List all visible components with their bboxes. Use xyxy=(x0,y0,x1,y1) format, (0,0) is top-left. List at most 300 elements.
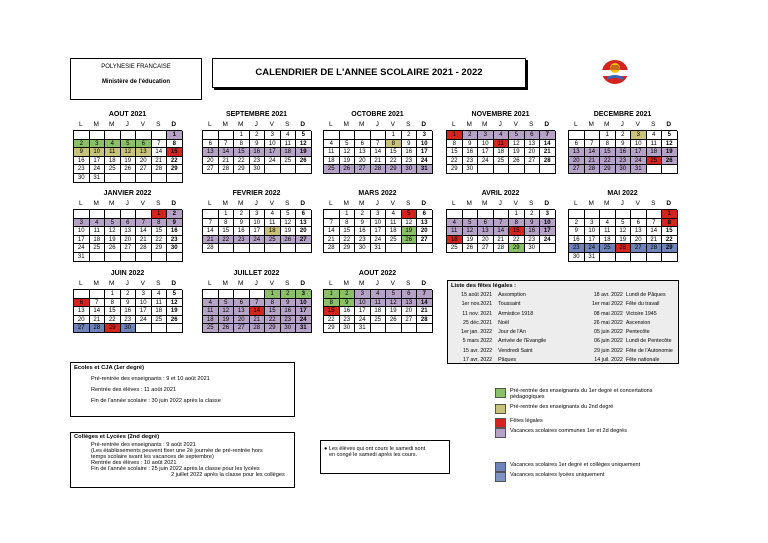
weekday-label: L xyxy=(451,200,456,207)
colleges-line: (Les établissements peuvent fixer une 2è journée de pré-rentrée hors xyxy=(91,448,263,454)
day-cell: 26 xyxy=(167,316,183,325)
day-cell: 9 xyxy=(74,148,90,157)
empty-cell xyxy=(600,210,616,219)
weekday-label: J xyxy=(375,121,379,128)
empty-cell xyxy=(167,253,183,262)
weekday-label: V xyxy=(269,280,274,287)
day-cell: 25 xyxy=(494,157,510,166)
day-cell: 4 xyxy=(494,131,510,140)
empty-cell xyxy=(203,131,219,140)
weekday-label: S xyxy=(156,200,161,207)
day-cell: 21 xyxy=(417,307,433,316)
day-cell: 1 xyxy=(340,210,356,219)
weekday-label: M xyxy=(604,121,610,128)
note-line: ● Les élèves qui ont cours le samedi sont xyxy=(324,446,426,452)
weekday-label: M xyxy=(93,200,99,207)
day-cell: 18 xyxy=(494,148,510,157)
day-cell: 19 xyxy=(296,148,312,157)
day-cell: 4 xyxy=(647,131,663,140)
fete-date: 17 avr. 2022 xyxy=(462,357,493,364)
weekday-label: V xyxy=(140,200,145,207)
empty-cell xyxy=(631,253,647,262)
day-cell: 27 xyxy=(569,165,585,174)
fete-name: Toussaint xyxy=(498,301,521,308)
month-calendar xyxy=(73,110,182,183)
empty-cell xyxy=(402,244,418,253)
weekday-label: V xyxy=(269,200,274,207)
month-name: MARS 2022 xyxy=(358,190,397,197)
fetes-title: Liste des fêtes légales : xyxy=(451,283,517,289)
month-name: JUILLET 2022 xyxy=(233,270,280,277)
day-cell: 3 xyxy=(265,131,281,140)
month-calendar xyxy=(323,110,432,174)
empty-cell xyxy=(121,210,137,219)
day-cell: 11 xyxy=(90,227,106,236)
day-cell: 22 xyxy=(105,316,121,325)
empty-cell xyxy=(540,165,556,174)
day-cell: 5 xyxy=(296,131,312,140)
day-cell: 21 xyxy=(494,236,510,245)
day-cell: 30 xyxy=(167,244,183,253)
day-cell: 27 xyxy=(203,165,219,174)
fete-name: Jour de l'An xyxy=(498,329,526,336)
day-cell: 30 xyxy=(74,174,90,183)
empty-cell xyxy=(296,165,312,174)
colleges-line: 2 juillet 2022 après la classe pour les collèges xyxy=(171,472,285,478)
month-name: MAI 2022 xyxy=(607,190,638,197)
month-name: OCTOBRE 2021 xyxy=(351,111,404,118)
day-cell: 3 xyxy=(631,131,647,140)
day-cell: 19 xyxy=(616,236,632,245)
weekday-label: J xyxy=(498,200,502,207)
empty-cell xyxy=(136,253,152,262)
day-cell: 11 xyxy=(265,219,281,228)
day-cell: 29 xyxy=(265,324,281,333)
day-cell: 14 xyxy=(647,227,663,236)
empty-cell xyxy=(494,165,510,174)
day-cell: 2 xyxy=(250,131,266,140)
day-cell: 25 xyxy=(371,316,387,325)
day-cell: 2 xyxy=(402,131,418,140)
weekday-label: M xyxy=(604,200,610,207)
fete-name: Ascension xyxy=(625,319,651,326)
day-cell: 16 xyxy=(250,148,266,157)
empty-cell xyxy=(371,131,387,140)
day-cell: 22 xyxy=(219,236,235,245)
day-cell: 8 xyxy=(219,219,235,228)
month-name: NOVEMBRE 2021 xyxy=(471,111,530,118)
day-cell: 12 xyxy=(662,140,678,149)
weekday-label: M xyxy=(222,280,228,287)
empty-cell xyxy=(136,131,152,140)
day-cell: 10 xyxy=(585,227,601,236)
weekday-label: J xyxy=(620,121,624,128)
weekday-label: S xyxy=(406,121,411,128)
day-cell: 28 xyxy=(219,165,235,174)
day-cell: 3 xyxy=(90,140,106,149)
day-cell: 27 xyxy=(121,244,137,253)
empty-cell xyxy=(478,210,494,219)
empty-cell xyxy=(616,253,632,262)
weekday-label: D xyxy=(544,200,550,207)
day-cell: 21 xyxy=(152,157,168,166)
day-cell: 4 xyxy=(152,290,168,299)
empty-cell xyxy=(250,244,266,253)
empty-cell xyxy=(90,290,106,299)
weekday-label: M xyxy=(109,280,115,287)
empty-cell xyxy=(340,131,356,140)
day-cell: 23 xyxy=(616,157,632,166)
day-cell: 28 xyxy=(324,244,340,253)
empty-cell xyxy=(121,174,137,183)
day-cell: 28 xyxy=(371,165,387,174)
day-cell: 15 xyxy=(324,307,340,316)
day-cell: 8 xyxy=(105,299,121,308)
day-cell: 12 xyxy=(386,299,402,308)
day-cell: 3 xyxy=(478,131,494,140)
day-cell: 26 xyxy=(616,244,632,253)
day-cell: 24 xyxy=(417,157,433,166)
day-cell: 13 xyxy=(234,307,250,316)
day-cell: 11 xyxy=(371,299,387,308)
empty-cell xyxy=(281,244,297,253)
day-cell: 4 xyxy=(324,140,340,149)
day-cell: 5 xyxy=(616,219,632,228)
legend-text: Pré-rentrée des enseignants du 2nd degré xyxy=(510,404,614,410)
day-cell: 19 xyxy=(167,307,183,316)
weekday-label: M xyxy=(343,280,349,287)
day-cell: 28 xyxy=(585,165,601,174)
legend-swatch xyxy=(495,418,506,428)
day-cell: 13 xyxy=(74,307,90,316)
day-cell: 23 xyxy=(121,316,137,325)
day-cell: 23 xyxy=(525,236,541,245)
empty-cell xyxy=(525,165,541,174)
day-cell: 29 xyxy=(340,244,356,253)
month-grid xyxy=(568,209,677,262)
day-cell: 14 xyxy=(219,148,235,157)
day-cell: 13 xyxy=(136,148,152,157)
day-cell: 17 xyxy=(631,148,647,157)
day-cell: 19 xyxy=(662,148,678,157)
day-cell: 26 xyxy=(340,165,356,174)
day-cell: 1 xyxy=(105,290,121,299)
empty-cell xyxy=(402,324,418,333)
day-cell: 31 xyxy=(296,324,312,333)
empty-cell xyxy=(585,210,601,219)
legend-text: Vacances scolaires 1er degré et collèges uniquement xyxy=(510,462,641,468)
day-cell: 24 xyxy=(74,244,90,253)
empty-cell xyxy=(234,244,250,253)
day-cell: 10 xyxy=(478,140,494,149)
page-title: CALENDRIER DE L'ANNEE SCOLAIRE 2021 - 2022 xyxy=(212,58,526,88)
day-cell: 6 xyxy=(569,140,585,149)
day-cell: 9 xyxy=(340,299,356,308)
day-cell: 7 xyxy=(250,299,266,308)
day-cell: 20 xyxy=(417,227,433,236)
day-cell: 2 xyxy=(74,140,90,149)
weekday-label: M xyxy=(222,121,228,128)
day-cell: 23 xyxy=(74,165,90,174)
fete-name: Lundi de Pentecôte xyxy=(625,338,672,345)
empty-cell xyxy=(105,131,121,140)
day-cell: 24 xyxy=(296,316,312,325)
day-cell: 31 xyxy=(631,165,647,174)
day-cell: 6 xyxy=(525,131,541,140)
day-cell: 28 xyxy=(90,324,106,333)
day-cell: 5 xyxy=(167,290,183,299)
empty-cell xyxy=(647,253,663,262)
day-cell: 20 xyxy=(121,236,137,245)
day-cell: 28 xyxy=(152,165,168,174)
day-cell: 31 xyxy=(74,253,90,262)
month-calendar xyxy=(323,269,432,333)
day-cell: 18 xyxy=(105,157,121,166)
day-cell: 14 xyxy=(250,307,266,316)
fete-date: 05 juin 2022 xyxy=(594,329,623,336)
day-cell: 18 xyxy=(647,148,663,157)
day-cell: 30 xyxy=(355,244,371,253)
weekday-label: M xyxy=(109,121,115,128)
day-cell: 1 xyxy=(600,131,616,140)
month-grid xyxy=(568,130,677,174)
day-cell: 6 xyxy=(296,210,312,219)
day-cell: 14 xyxy=(371,148,387,157)
month-calendar xyxy=(446,189,555,253)
day-cell: 21 xyxy=(540,148,556,157)
day-cell: 5 xyxy=(662,131,678,140)
note-line: en congé le samedi après les cours. xyxy=(329,452,418,458)
day-cell: 29 xyxy=(509,244,525,253)
day-cell: 14 xyxy=(417,299,433,308)
weekday-label: V xyxy=(390,280,395,287)
empty-cell xyxy=(219,131,235,140)
weekday-label: V xyxy=(140,121,145,128)
day-cell: 6 xyxy=(74,299,90,308)
day-cell: 7 xyxy=(585,140,601,149)
day-cell: 4 xyxy=(265,210,281,219)
day-cell: 11 xyxy=(105,148,121,157)
weekday-label: M xyxy=(93,280,99,287)
day-cell: 5 xyxy=(105,219,121,228)
day-cell: 24 xyxy=(478,157,494,166)
empty-cell xyxy=(121,253,137,262)
day-cell: 20 xyxy=(136,157,152,166)
day-cell: 6 xyxy=(478,219,494,228)
empty-cell xyxy=(74,131,90,140)
day-cell: 1 xyxy=(386,131,402,140)
weekday-label: J xyxy=(125,280,129,287)
empty-cell xyxy=(136,174,152,183)
day-cell: 13 xyxy=(478,227,494,236)
day-cell: 13 xyxy=(121,227,137,236)
day-cell: 20 xyxy=(74,316,90,325)
fete-date: 15 avr. 2022 xyxy=(462,347,493,354)
day-cell: 5 xyxy=(281,210,297,219)
weekday-label: D xyxy=(421,121,427,128)
day-cell: 15 xyxy=(219,227,235,236)
weekday-label: M xyxy=(93,121,99,128)
day-cell: 13 xyxy=(296,219,312,228)
day-cell: 22 xyxy=(447,157,463,166)
month-calendar xyxy=(202,189,311,253)
day-cell: 7 xyxy=(219,140,235,149)
weekday-label: J xyxy=(498,121,502,128)
fete-date: 1er nov.2021 xyxy=(461,301,493,308)
day-cell: 6 xyxy=(417,210,433,219)
month-calendar xyxy=(568,189,677,262)
empty-cell xyxy=(324,210,340,219)
empty-cell xyxy=(585,131,601,140)
weekday-label: L xyxy=(328,280,333,287)
day-cell: 24 xyxy=(585,244,601,253)
fete-name: Armistice 1918 xyxy=(498,310,534,317)
day-cell: 5 xyxy=(402,210,418,219)
day-cell: 7 xyxy=(540,131,556,140)
day-cell: 3 xyxy=(250,210,266,219)
day-cell: 12 xyxy=(402,219,418,228)
empty-cell xyxy=(152,253,168,262)
day-cell: 15 xyxy=(105,307,121,316)
fete-date: 15 août 2021 xyxy=(461,292,493,298)
day-cell: 16 xyxy=(167,227,183,236)
day-cell: 18 xyxy=(90,236,106,245)
day-cell: 25 xyxy=(203,324,219,333)
day-cell: 15 xyxy=(447,148,463,157)
fete-name: Noël xyxy=(498,319,510,326)
weekday-label: V xyxy=(635,121,640,128)
day-cell: 22 xyxy=(265,316,281,325)
weekday-label: D xyxy=(544,121,550,128)
day-cell: 25 xyxy=(647,157,663,166)
legend-text: Vacances scolaires communes 1er et 2d degrés xyxy=(510,428,627,434)
day-cell: 23 xyxy=(569,244,585,253)
day-cell: 6 xyxy=(355,140,371,149)
month-grid xyxy=(73,289,182,333)
weekday-header xyxy=(73,199,182,209)
day-cell: 24 xyxy=(631,157,647,166)
fete-row xyxy=(448,300,678,309)
day-cell: 18 xyxy=(371,307,387,316)
day-cell: 23 xyxy=(402,157,418,166)
weekday-label: V xyxy=(635,200,640,207)
empty-cell xyxy=(324,131,340,140)
day-cell: 30 xyxy=(250,165,266,174)
weekday-label: D xyxy=(666,121,672,128)
empty-cell xyxy=(152,174,168,183)
day-cell: 15 xyxy=(600,148,616,157)
day-cell: 10 xyxy=(296,299,312,308)
day-cell: 17 xyxy=(250,227,266,236)
month-calendar xyxy=(202,269,311,333)
day-cell: 1 xyxy=(662,210,678,219)
day-cell: 25 xyxy=(324,165,340,174)
weekday-header xyxy=(323,199,432,209)
empty-cell xyxy=(250,290,266,299)
weekday-header xyxy=(446,199,555,209)
month-calendar xyxy=(446,110,555,174)
day-cell: 25 xyxy=(281,157,297,166)
weekday-label: S xyxy=(651,121,656,128)
fete-date: 29 juin 2022 xyxy=(594,347,623,354)
weekday-label: M xyxy=(343,200,349,207)
day-cell: 20 xyxy=(296,227,312,236)
day-cell: 26 xyxy=(281,236,297,245)
weekday-label: S xyxy=(156,121,161,128)
day-cell: 25 xyxy=(90,244,106,253)
day-cell: 11 xyxy=(447,227,463,236)
day-cell: 6 xyxy=(402,290,418,299)
weekday-label: D xyxy=(300,200,306,207)
day-cell: 17 xyxy=(296,307,312,316)
day-cell: 27 xyxy=(478,244,494,253)
day-cell: 26 xyxy=(402,236,418,245)
day-cell: 5 xyxy=(509,131,525,140)
fete-date: 5 mars 2022 xyxy=(462,338,493,345)
legend-swatch xyxy=(495,472,506,482)
day-cell: 2 xyxy=(355,210,371,219)
day-cell: 14 xyxy=(540,140,556,149)
day-cell: 5 xyxy=(121,140,137,149)
empty-cell xyxy=(136,324,152,333)
day-cell: 24 xyxy=(371,236,387,245)
empty-cell xyxy=(136,210,152,219)
ecoles-title: Ecoles et CJA (1er degré) xyxy=(74,365,145,371)
empty-cell xyxy=(447,210,463,219)
day-cell: 3 xyxy=(355,290,371,299)
day-cell: 8 xyxy=(600,140,616,149)
day-cell: 11 xyxy=(281,140,297,149)
day-cell: 21 xyxy=(90,316,106,325)
day-cell: 23 xyxy=(355,236,371,245)
day-cell: 24 xyxy=(265,157,281,166)
colleges-line: Rentrée des élèves : 10 août 2021 xyxy=(91,460,177,466)
empty-cell xyxy=(90,131,106,140)
weekday-label: J xyxy=(254,121,258,128)
day-cell: 8 xyxy=(340,219,356,228)
day-cell: 15 xyxy=(509,227,525,236)
day-cell: 30 xyxy=(525,244,541,253)
day-cell: 17 xyxy=(355,307,371,316)
weekday-label: L xyxy=(78,200,83,207)
weekday-label: V xyxy=(513,121,518,128)
legend-swatch xyxy=(495,462,506,472)
day-cell: 12 xyxy=(219,307,235,316)
day-cell: 17 xyxy=(371,227,387,236)
month-grid xyxy=(446,130,555,174)
empty-cell xyxy=(281,165,297,174)
day-cell: 29 xyxy=(167,165,183,174)
ministry-label: Ministère de l'éducation xyxy=(101,79,171,85)
day-cell: 8 xyxy=(447,140,463,149)
day-cell: 12 xyxy=(296,140,312,149)
empty-cell xyxy=(616,210,632,219)
day-cell: 16 xyxy=(402,148,418,157)
day-cell: 16 xyxy=(121,307,137,316)
empty-cell xyxy=(478,165,494,174)
colleges-title: Collèges et Lycées (2nd degré) xyxy=(74,434,160,440)
day-cell: 28 xyxy=(417,316,433,325)
day-cell: 25 xyxy=(447,244,463,253)
day-cell: 18 xyxy=(386,227,402,236)
day-cell: 16 xyxy=(463,148,479,157)
fete-name: Victoire 1945 xyxy=(625,310,657,317)
day-cell: 3 xyxy=(371,210,387,219)
fete-row xyxy=(448,319,678,328)
day-cell: 3 xyxy=(136,290,152,299)
fete-date: 14 juil. 2022 xyxy=(594,357,623,364)
fete-date: 1er mai 2022 xyxy=(591,301,623,308)
